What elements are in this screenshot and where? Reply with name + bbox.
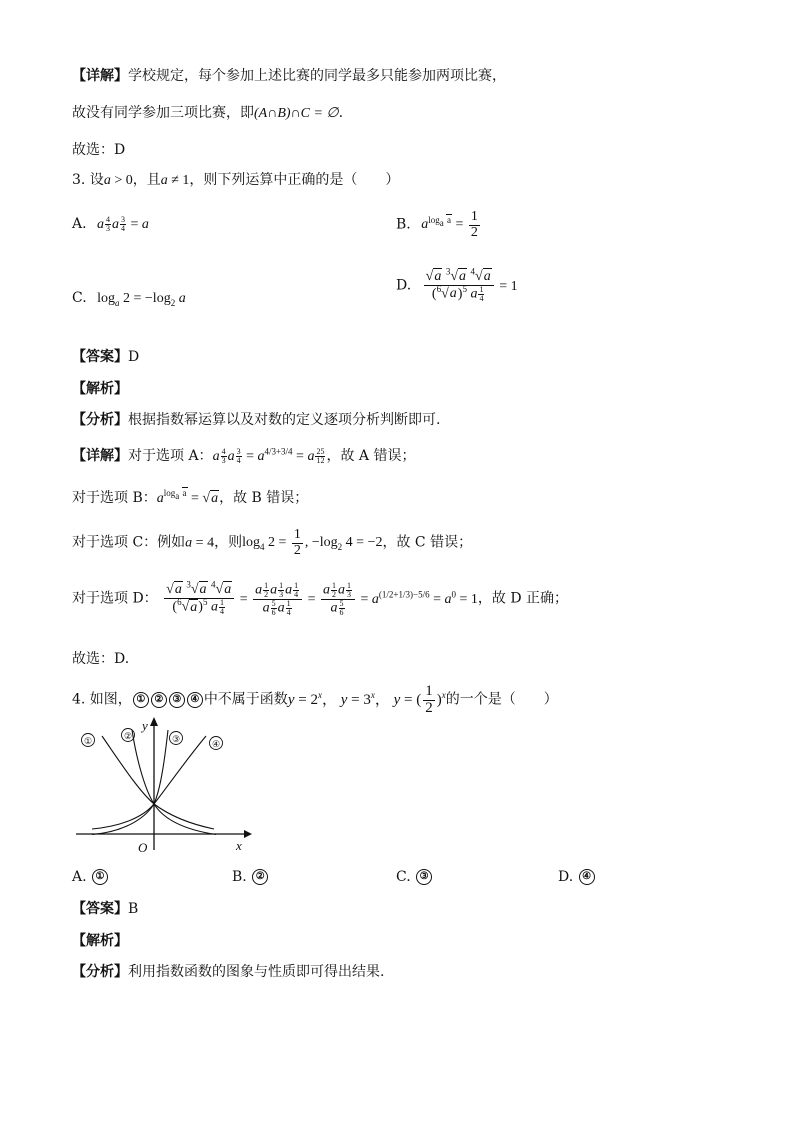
line2-prefix: 故没有同学参加三项比赛，即 [72, 105, 254, 121]
q4-answer [72, 899, 138, 919]
graph-label-4: ④ [211, 739, 221, 749]
curve-2 [132, 730, 216, 835]
q3-answer [72, 347, 139, 367]
q4-option-c [396, 869, 433, 885]
q3-d-prefix: 对于选项 D： [72, 590, 158, 607]
q3-option-a-label: A. [72, 216, 87, 232]
q4-option-b-value: ② [252, 869, 268, 885]
q3-option-c: C. $\log_a 2 = -\log_2$ a [72, 290, 186, 308]
q3-stem-mid: ，且 [132, 172, 161, 188]
detail-line [72, 66, 506, 86]
graph-label-3: ③ [171, 734, 181, 744]
q3-detail-c: 对于选项 C：例如a = 4，则$\log_4 2$ = $\frac{1}{2}$ , $-\log_2$ 4 = −2，故 C 错误； [72, 527, 473, 558]
circle-4: ④ [187, 692, 203, 708]
q3-answer-tag: 【答案】 [72, 349, 128, 365]
q3-detail-d: 对于选项 D： √a $^3$√a $^4$√a $(^6√a)^5$ a $\frac{1}{4}$ = a $\frac{1}{2}$ a $\frac{1}{3}$ a $\frac{1}{4}$ a $\frac{5}{6}$ a $\frac{1}{4}$ = a $\frac{1}{2}$ a $\frac{1}{3}$ a $\frac{5}{6}$ = $a^{(1/2+1/3)-5/6} = a^0 = 1$，故 D 正确； [72, 579, 569, 617]
x-axis-label: x [236, 838, 242, 853]
q4-fenxi [72, 962, 384, 982]
q4-option-d-value: ④ [579, 869, 595, 885]
q3-detail-a: 【详解】对于选项 A：a $\frac{4}{3}$ a $\frac{3}{4}$ = $a^{4/3+3/4} = a$ $\frac{25}{12}$ ，故 A 错误； [72, 446, 416, 466]
q3-d-suffix: ，故 D 正确； [477, 590, 569, 607]
circle-2: ② [151, 692, 167, 708]
q4-answer-tag: 【答案】 [72, 901, 128, 917]
q3-option-d-label: D. [396, 277, 412, 294]
curve-4 [92, 736, 206, 829]
intro-choose: 故选：D [72, 142, 126, 158]
q4-stem-mid: 中不属于函数 [203, 691, 288, 708]
q3-b-suffix: ，故 B 错误； [219, 490, 309, 506]
q3-stem-end: ，则下列运算中正确的是（ ） [189, 172, 400, 188]
q4-option-d-label: D. [558, 869, 574, 885]
q3-xiangjie-tag: 【详解】 [72, 448, 128, 464]
q4-fenxi-text: 利用指数函数的图象与性质即可得出结果. [128, 964, 385, 980]
q4-stem-prefix: 4. 如图， [72, 691, 132, 708]
q4-option-a [72, 869, 109, 885]
exponential-graph [72, 716, 252, 856]
q3-c-prefix: 对于选项 C：例如 [72, 534, 186, 551]
curve-3 [92, 730, 168, 835]
q3-stem: 3. 设a > 0，且a ≠ 1，则下列运算中正确的是（ ） [72, 172, 400, 188]
x-axis-arrow-icon [244, 830, 252, 838]
q4-option-b-label: B. [232, 869, 247, 885]
q4-option-c-label: C. [396, 869, 411, 885]
graph-label-1: ① [83, 736, 93, 746]
q3-option-b-label: B. [396, 216, 411, 233]
q3-answer-value: D [128, 349, 140, 365]
q3-a-suffix: ，故 A 错误； [326, 448, 416, 464]
q3-num: 3. 设 [72, 172, 104, 188]
q4-stem: 4. 如图， ① ② ③ ④ 中不属于函数$y = 2^x$， $y = 3^x$， y = ( $\frac{1}{2}$ )$^x$的一个是（ ） [72, 683, 558, 716]
circle-3: ③ [169, 692, 185, 708]
line2-end: . [338, 105, 344, 121]
q3-choose: 故选：D. [72, 651, 130, 667]
q4-option-b [232, 869, 269, 885]
q4-option-a-label: A. [72, 869, 87, 885]
curve-1 [102, 736, 214, 829]
q3-option-b: B. $a^{log_a a}$ = $\frac{1}{2}$ [396, 209, 478, 240]
q3-option-c-label: C. [72, 290, 87, 306]
q3-c-mid: ，则 [214, 534, 243, 551]
q4-fenxi-tag: 【分析】 [72, 964, 128, 980]
detail-line-2 [72, 103, 343, 124]
q3-option-a: A. a $\frac{4}{3}$ a $\frac{3}{4}$ = a [72, 215, 149, 234]
circle-1: ① [133, 692, 149, 708]
set-expression: (A∩B)∩C = ∅ [254, 106, 339, 121]
q3-detail-b: 对于选项 B：$a^{log_a a} = √a$，故 B 错误； [72, 488, 309, 506]
detail-text: 学校规定，每个参加上述比赛的同学最多只能参加两项比赛， [128, 68, 506, 84]
q4-analysis-tag: 【解析】 [72, 933, 128, 949]
q3-option-d: D. √a $^3$√a $^4$√a $(^6√a)^5$ a $\frac{1}{4}$ = 1 [396, 266, 518, 303]
y-axis-arrow-icon [150, 717, 158, 726]
q3-fenxi [72, 410, 440, 430]
y-axis-label: y [142, 718, 148, 733]
q3-fenxi-text: 根据指数幂运算以及对数的定义逐项分析判断即可. [128, 412, 441, 428]
q4-stem-end: 的一个是（ ） [445, 691, 558, 708]
detail-tag: 【详解】 [72, 68, 128, 84]
q3-analysis-tag: 【解析】 [72, 381, 128, 397]
q4-answer-value: B [128, 901, 139, 917]
graph-label-2: ② [123, 731, 133, 741]
q4-option-c-value: ③ [416, 869, 432, 885]
q3-fenxi-tag: 【分析】 [72, 412, 128, 428]
q3-b-prefix: 对于选项 B： [72, 490, 157, 506]
q3-a-prefix: 对于选项 A： [128, 448, 213, 464]
q4-option-d [558, 869, 596, 885]
origin-label: O [138, 840, 148, 855]
q4-option-a-value: ① [92, 869, 108, 885]
q3-c-suffix: ，故 C 错误； [382, 534, 473, 551]
